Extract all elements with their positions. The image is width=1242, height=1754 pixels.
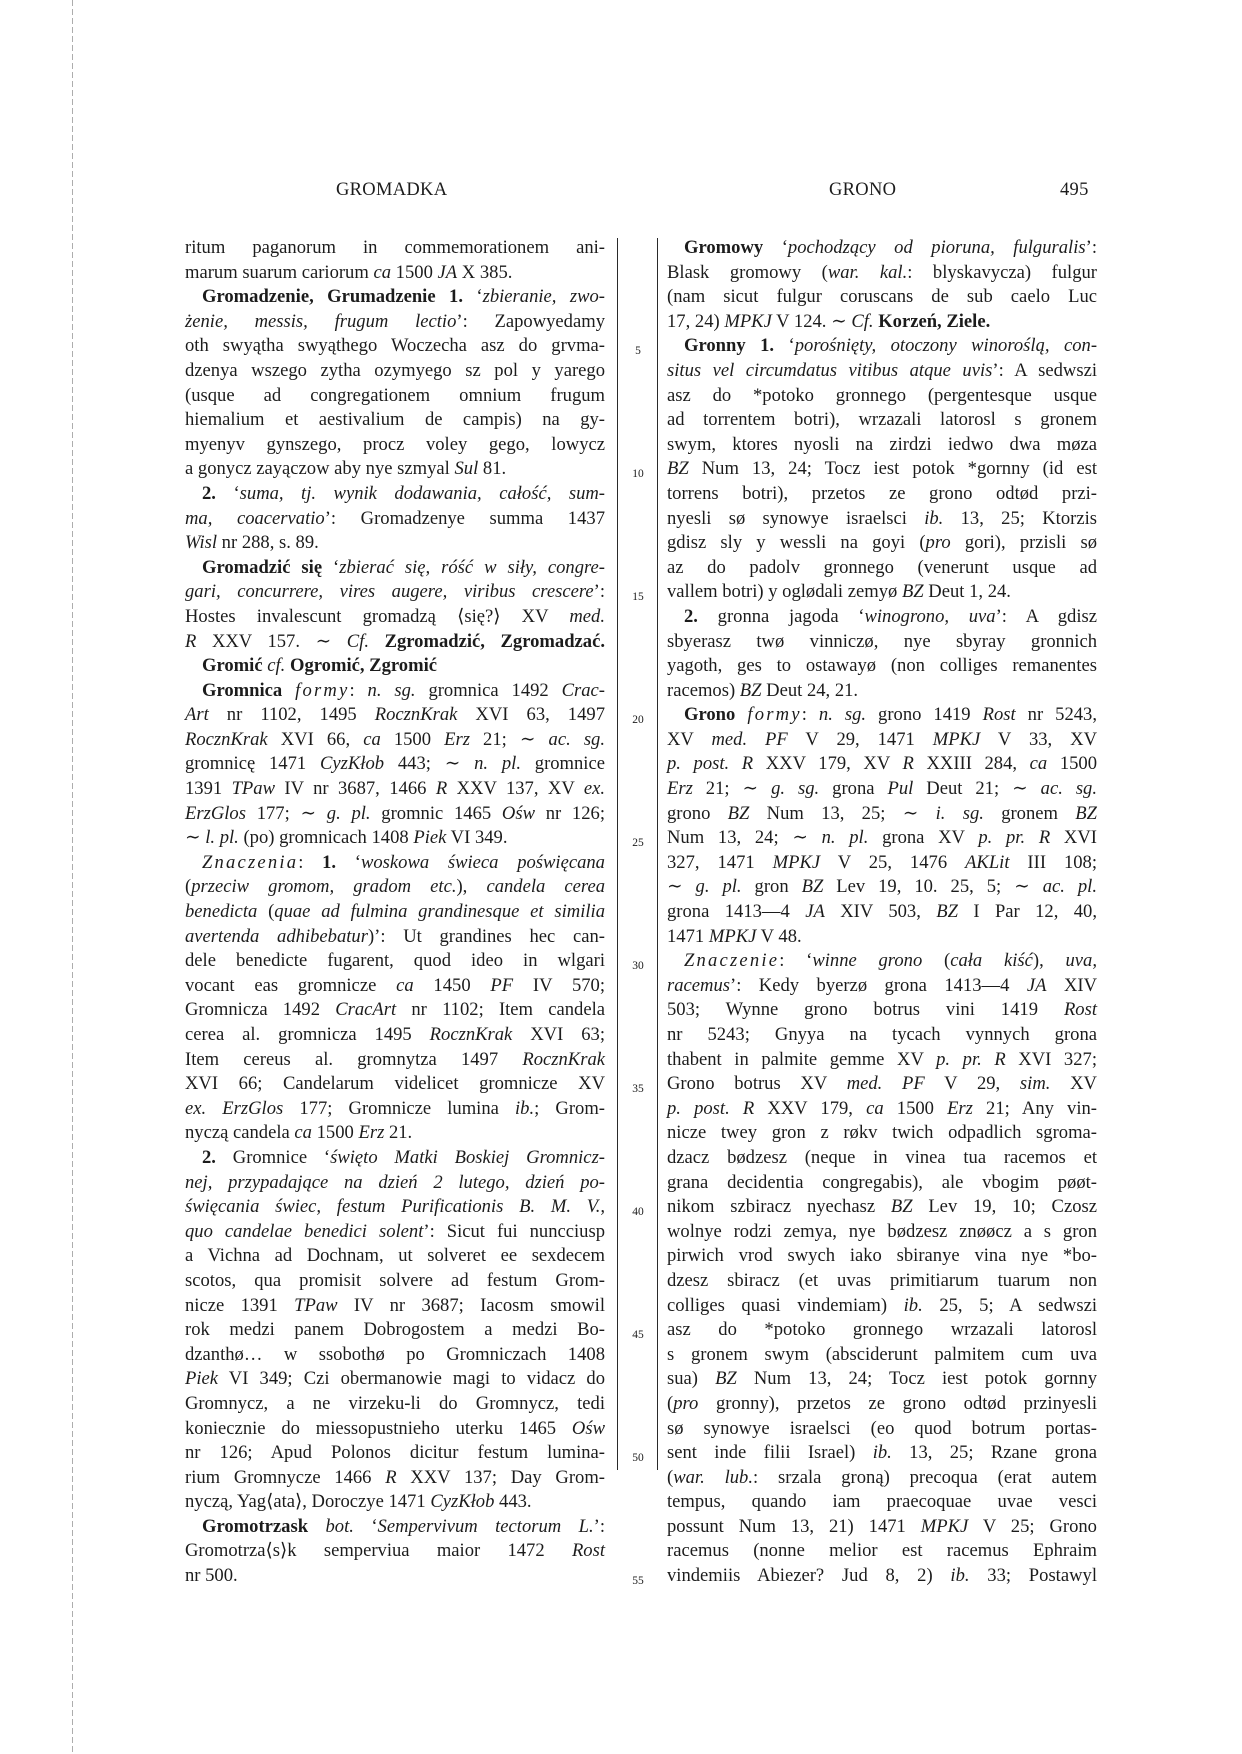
text-line: nyczą candela ca 1500 Erz 21. (185, 1122, 413, 1144)
text-line: gdisz sly y wessli na goyi (pro gori), przisli sø (667, 532, 1097, 554)
text-line: pirwich vrod swych iako sbiranye vina nye *bo- (667, 1245, 1097, 1267)
text-line: thabent in palmite gemme XV p. pr. R XVI 327; (667, 1048, 1097, 1070)
left-text-column (185, 236, 605, 1589)
column-divider-left (617, 238, 618, 1470)
text-line: wolnye rodzi zemya, nye bødzesz znøøcz a s gron (667, 1220, 1097, 1242)
text-line: Wisl nr 288, s. 89. (185, 532, 319, 554)
text-line: Gromnycz, a ne virzeku-li do Gromnycz, tedi (185, 1392, 605, 1414)
text-line: marum suarum cariorum ca 1500 JA X 385. (185, 261, 513, 283)
text-line: Znaczenia: 1. ‘woskowa świeca poświęcana (202, 851, 605, 873)
text-line: sbyerasz twø vinniczø, nye sbyray gronnich (667, 630, 1097, 652)
text-line: dzenya wszego zytha ozymyego sz pol y yarego (185, 359, 605, 381)
text-line: XVI 66; Candelarum videlicet gromnicze XV (185, 1073, 605, 1095)
text-line: rok medzi panem Dobrogostem a medzi Bo- (185, 1319, 605, 1341)
text-line: 2. ‘suma, tj. wynik dodawania, całość, sum- (202, 482, 605, 504)
text-line: yagoth, ges to ostawayø (non colliges remanentes (667, 655, 1097, 677)
text-line: torrens botri), przetos ze grono odtød przi- (667, 482, 1097, 504)
text-line: Gromotrzask bot. ‘Sempervivum tectorum L.’: (202, 1515, 605, 1537)
text-line: az do padolv gronnego (venerunt usque ad (667, 556, 1097, 578)
line-number: 35 (632, 1083, 644, 1096)
text-line: grono BZ Num 13, 25; ∼ i. sg. gronem BZ (667, 802, 1097, 824)
text-line: asz do *potoko gronnego wrzazali latorosl (667, 1319, 1097, 1341)
line-number: 45 (632, 1329, 644, 1342)
text-line: myenyv gynszego, procz voley gego, lowycz (185, 433, 605, 455)
text-line: Art nr 1102, 1495 RocznKrak XVI 63, 1497 (185, 704, 605, 726)
text-line: Gromić cf. Ogromić, Zgromić (202, 655, 437, 677)
text-line: Gromadzenie, Grumadzenie 1. ‘zbieranie, zwo- (202, 286, 605, 308)
text-line: ad torrentem botri), wrzazali latorosl s gronem (667, 409, 1097, 431)
running-head-left: GROMADKA (336, 180, 448, 200)
text-line: Hostes invalescunt gromadzą ⟨się?⟩ XV med. (185, 605, 605, 627)
running-head-right: GRONO (829, 180, 897, 200)
text-line: R XXV 157. ∼ Cf. Zgromadzić, Zgromadzać. (185, 630, 605, 652)
text-line: ∼ l. pl. (po) gromnicach 1408 Piek VI 349. (185, 827, 508, 849)
text-line: Grono botrus XV med. PF V 29, sim. XV (667, 1073, 1097, 1095)
text-line: (pro gronny), przetos ze grono odtød przinyesli (667, 1392, 1097, 1414)
text-line: nr 5243; Gnyya na tycach vynnych grona (667, 1024, 1097, 1045)
text-line: Blask gromowy (war. kal.: blyskavycza) fulgur (667, 261, 1097, 283)
text-line: vocant eas gromnicze ca 1450 PF IV 570; (185, 974, 605, 996)
text-line: Znaczenie: ‘winne grono (cała kiść), uva, (684, 950, 1097, 972)
text-line: 2. gronna jagoda ‘winogrono, uva’: A gdisz (684, 605, 1097, 627)
text-line: sø synowye israelsci (eo quod botrum portas- (667, 1417, 1097, 1439)
text-line: nikom szbiracz nyechasz BZ Lev 19, 10; Czosz (667, 1196, 1097, 1218)
text-line: 1471 MPKJ V 48. (667, 925, 802, 947)
text-line: grona 1413—4 JA XIV 503, BZ I Par 12, 40, (667, 901, 1097, 923)
text-line: scotos, qua promisit solvere ad festum Grom- (185, 1269, 605, 1291)
text-line: hiemalium et aestivalium de campis) na gy- (185, 409, 605, 431)
text-line: Item cereus al. gromnytza 1497 RocznKrak (185, 1048, 605, 1070)
line-number: 15 (632, 591, 644, 604)
text-line: a gonycz zayączow aby nye szmyal Sul 81. (185, 458, 507, 480)
text-line: racemus’: Kedy byerzø grona 1413—4 JA XIV (667, 974, 1097, 996)
text-line: Gromowy ‘pochodzący od pioruna, fulguralis’: (684, 237, 1097, 258)
text-line: possunt Num 13, 21) 1471 MPKJ V 25; Grono (667, 1515, 1097, 1537)
text-line: ritum paganorum in commemorationem ani- (185, 237, 605, 258)
text-line: żenie, messis, frugum lectio’: Zapowyedamy (185, 310, 605, 332)
text-line: sua) BZ Num 13, 24; Tocz iest potok gornny (667, 1368, 1097, 1390)
text-line: BZ Num 13, 24; Tocz iest potok *gornny (id est (667, 458, 1097, 480)
text-line: racemus (nonne melior est racemus Ephraim (667, 1540, 1097, 1562)
page-number: 495 (1060, 180, 1089, 200)
text-line: vindemiis Abiezer? Jud 8, 2) ib. 33; Postawyl (667, 1565, 1097, 1587)
text-line: 17, 24) MPKJ V 124. ∼ Cf. Korzeń, Ziele. (667, 310, 991, 332)
text-line: (nam sicut fulgur coruscans de sub caelo Luc (667, 286, 1097, 308)
text-line: oth swyątha swyąthego Woczecha asz do grvma- (185, 335, 605, 357)
line-number: 25 (632, 837, 644, 850)
text-line: ErzGlos 177; ∼ g. pl. gromnic 1465 Ośw nr 126; (185, 802, 605, 824)
line-number: 10 (632, 468, 644, 481)
text-line: 2. Gromnice ‘święto Matki Boskiej Gromnicz- (202, 1146, 605, 1168)
line-number: 55 (632, 1575, 644, 1588)
text-line: Grono formy: n. sg. grono 1419 Rost nr 5243, (684, 704, 1097, 726)
text-line: grana decidentia congregabis), ale vbogim pøøt- (667, 1171, 1097, 1193)
text-line: nej, przypadające na dzień 2 lutego, dzień po- (185, 1171, 605, 1193)
text-line: dzesz sbiracz (et uvas primitiarum tuarum non (667, 1269, 1097, 1291)
text-line: Gronny 1. ‘porośnięty, otoczony winoroślą, con- (684, 335, 1098, 357)
text-line: Erz 21; ∼ g. sg. grona Pul Deut 21; ∼ ac. sg. (667, 778, 1098, 800)
text-line: dele benedicte fugarent, quod ideo in wlgari (185, 950, 605, 972)
text-line: nyesli sø synowye israelsci ib. 13, 25; Ktorzis (667, 507, 1097, 529)
text-line: nicze twey gron z røkv twich odpadlich sgroma- (667, 1122, 1097, 1144)
text-line: Gromotrza⟨s⟩k semperviua maior 1472 Rost (185, 1540, 605, 1562)
text-line: a Vichna ad Dochnam, ut solveret ee sexdecem (185, 1245, 605, 1267)
text-line: colliges quasi vindemiam) ib. 25, 5; A sedwszi (667, 1294, 1097, 1316)
text-line: (war. lub.: srzala groną) precoqua (erat autem (667, 1466, 1097, 1488)
right-text-column (667, 236, 1097, 1589)
text-line: p. post. R XXV 179, ca 1500 Erz 21; Any vin- (667, 1097, 1098, 1119)
text-line: XV med. PF V 29, 1471 MPKJ V 33, XV (667, 728, 1098, 750)
text-line: Piek VI 349; Czi obermanowie magi to vidacz do (185, 1368, 605, 1390)
text-line: sent inde filii Israel) ib. 13, 25; Rzane grona (667, 1442, 1097, 1464)
text-line: koniecznie do miessopustnieho uterku 1465 Ośw (185, 1417, 605, 1439)
text-line: Num 13, 24; ∼ n. pl. grona XV p. pr. R XVI (667, 827, 1097, 849)
text-line: 1391 TPaw IV nr 3687, 1466 R XXV 137, XV ex. (185, 778, 605, 800)
text-line: 503; Wynne grono botrus vini 1419 Rost (667, 999, 1097, 1021)
text-line: cerea al. gromnicza 1495 RocznKrak XVI 63; (185, 1024, 605, 1045)
text-line: (przeciw gromom, gradom etc.), candela cerea (185, 876, 606, 898)
line-number: 5 (635, 345, 641, 358)
text-line: (usque ad congregationem omnium frugum (185, 384, 605, 406)
text-line: nicze 1391 TPaw IV nr 3687; Iacosm smowil (185, 1294, 605, 1316)
text-line: nr 126; Apud Polonos dicitur festum lumina- (185, 1442, 605, 1464)
text-line: tempus, quando iam praecoquae uvae vesci (667, 1491, 1097, 1513)
text-line: Gromadzić się ‘zbierać się, róść w siły, congre- (202, 556, 605, 578)
text-line: święcania świec, festum Purificationis B. M. V., (185, 1196, 605, 1218)
line-number: 40 (632, 1206, 644, 1219)
text-line: gari, concurrere, vires augere, viribus crescere’: (185, 581, 605, 603)
text-line: benedicta (quae ad fulmina grandinesque et similia (185, 901, 606, 923)
text-line: situs vel circumdatus vitibus atque uvis’: A sedwszi (667, 359, 1098, 381)
text-line: nyczą, Yag⟨ata⟩, Doroczye 1471 CyzKłob 443. (185, 1491, 532, 1513)
text-line: vallem botri) y oglødali zemyø BZ Deut 1, 24. (667, 581, 1011, 603)
text-line: Gromnica formy: n. sg. gromnica 1492 Crac- (202, 679, 605, 701)
text-line: dzacz bødzesz (neque in vinea tua racemos et (667, 1146, 1097, 1168)
text-line: nr 500. (185, 1565, 238, 1587)
line-number: 30 (632, 960, 644, 973)
text-line: p. post. R XXV 179, XV R XXIII 284, ca 1500 (667, 753, 1097, 775)
text-line: quo candelae benedici solent’: Sicut fui nuncciusp (185, 1220, 606, 1242)
line-number: 50 (632, 1452, 644, 1465)
text-line: RocznKrak XVI 66, ca 1500 Erz 21; ∼ ac. sg. (185, 728, 606, 750)
text-line: s gronem swym (absciderunt palmitem cum uva (667, 1343, 1097, 1365)
text-line: 327, 1471 MPKJ V 25, 1476 AKLit III 108; (667, 851, 1098, 873)
column-divider-right (657, 238, 658, 1470)
text-line: racemos) BZ Deut 24, 21. (667, 679, 859, 701)
text-line: ma, coacervatio’: Gromadzenye summa 1437 (185, 507, 605, 529)
text-line: asz do *potoko gronnego (pergentesque usque (667, 384, 1097, 406)
text-line: ∼ g. pl. gron BZ Lev 19, 10. 25, 5; ∼ ac. pl. (667, 876, 1097, 898)
line-number: 20 (632, 714, 644, 727)
text-line: swym, ktores nyosli na zirdzi iedwo dwa møza (667, 433, 1097, 455)
text-line: gromnicę 1471 CyzKłob 443; ∼ n. pl. gromnice (185, 753, 605, 775)
text-line: rium Gromnycze 1466 R XXV 137; Day Grom- (185, 1466, 605, 1488)
text-line: dzanthø… w ssobothø po Gromniczach 1408 (185, 1343, 605, 1365)
text-line: Gromnicza 1492 CracArt nr 1102; Item candela (185, 999, 606, 1021)
text-line: avertenda adhibebatur)’: Ut grandines hec can- (185, 925, 605, 947)
text-line: ex. ErzGlos 177; Gromnicze lumina ib.; Grom- (185, 1097, 605, 1119)
binding-edge-line (72, 0, 73, 1754)
